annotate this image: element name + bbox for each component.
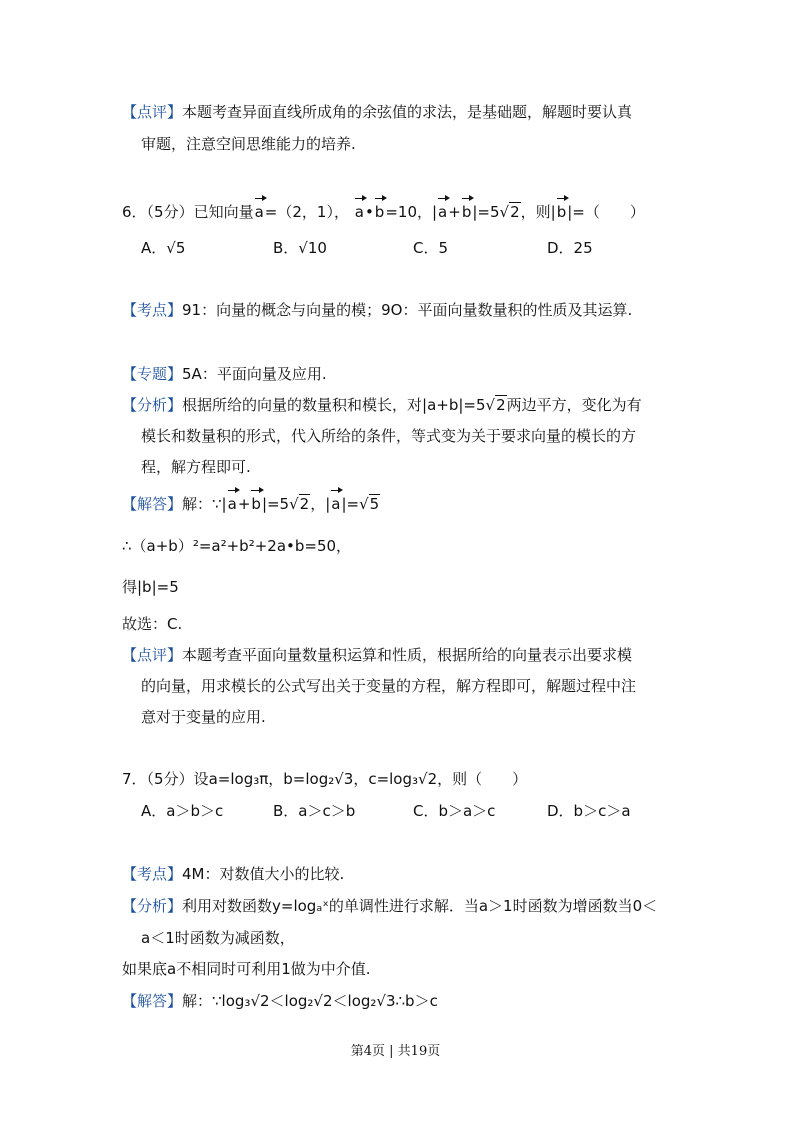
q6-stem: 6．（5分）已知向量a=（2，1）， a•b=10，|a+b|=5√2，则|b|=（ ） bbox=[122, 203, 645, 221]
q6-dianping-2: 的向量，用求模长的公式写出关于变量的方程，解方程即可，解题过程中注 bbox=[141, 677, 637, 695]
q6-zhuanti: 【专题】5A：平面向量及应用. bbox=[122, 365, 327, 383]
q7-fenxi-3: 如果底a不相同时可利用1做为中介值. bbox=[122, 960, 371, 978]
review-tag: 【点评】 bbox=[122, 103, 183, 121]
q6-kaodian: 【考点】91：向量的概念与向量的模；9O：平面向量数量积的性质及其运算. bbox=[122, 301, 633, 319]
q6-step-3: 得|b|=5 bbox=[122, 578, 179, 596]
q6-jieda-1: 【解答】解：∵|a+b|=5√2，|a|=√5 bbox=[122, 495, 380, 513]
q6-option-c: C．5 bbox=[413, 239, 449, 257]
q6-fenxi-2: 模长和数量积的形式，代入所给的条件，等式变为关于要求向量的模长的方 bbox=[141, 427, 637, 445]
review-line-1: 【点评】本题考查异面直线所成角的余弦值的求法，是基础题，解题时要认真 bbox=[122, 103, 633, 121]
q7-option-a: A．a＞b＞c bbox=[141, 802, 224, 820]
q7-fenxi-2: a＜1时函数为减函数， bbox=[141, 929, 295, 947]
q6-dianping-1: 【点评】本题考查平面向量数量积运算和性质，根据所给的向量表示出要求模 bbox=[122, 646, 633, 664]
q6-fenxi-1: 【分析】根据所给的向量的数量积和模长，对|a+b|=5√2两边平方，变化为有 bbox=[122, 396, 642, 414]
page-footer: 第4页 | 共19页 bbox=[350, 1044, 441, 1059]
q6-step-2: ∴（a+b）²=a²+b²+2a•b=50， bbox=[122, 537, 352, 555]
q6-option-b: B．√10 bbox=[273, 239, 327, 257]
q7-stem: 7．（5分）设a=log₃π，b=log₂√3，c=log₃√2，则（ ） bbox=[122, 770, 528, 788]
q6-fenxi-3: 程，解方程即可. bbox=[141, 458, 251, 476]
q7-kaodian: 【考点】4M：对数值大小的比较. bbox=[122, 865, 345, 883]
q6-option-d: D．25 bbox=[547, 239, 593, 257]
q7-option-b: B．a＞c＞b bbox=[273, 802, 356, 820]
q7-option-c: C．b＞a＞c bbox=[413, 802, 496, 820]
q6-dianping-3: 意对于变量的应用. bbox=[141, 708, 266, 726]
review-line-2: 审题，注意空间思维能力的培养. bbox=[141, 135, 356, 153]
q6-option-a: A．√5 bbox=[141, 239, 186, 257]
q7-option-d: D．b＞c＞a bbox=[547, 802, 631, 820]
q7-jieda: 【解答】解：∵log₃√2＜log₂√2＜log₂√3∴b＞c bbox=[122, 992, 438, 1010]
q6-choose: 故选：C. bbox=[122, 615, 183, 633]
q7-fenxi-1: 【分析】利用对数函数y=logₐˣ的单调性进行求解．当a＞1时函数为增函数当0＜ bbox=[122, 897, 658, 915]
